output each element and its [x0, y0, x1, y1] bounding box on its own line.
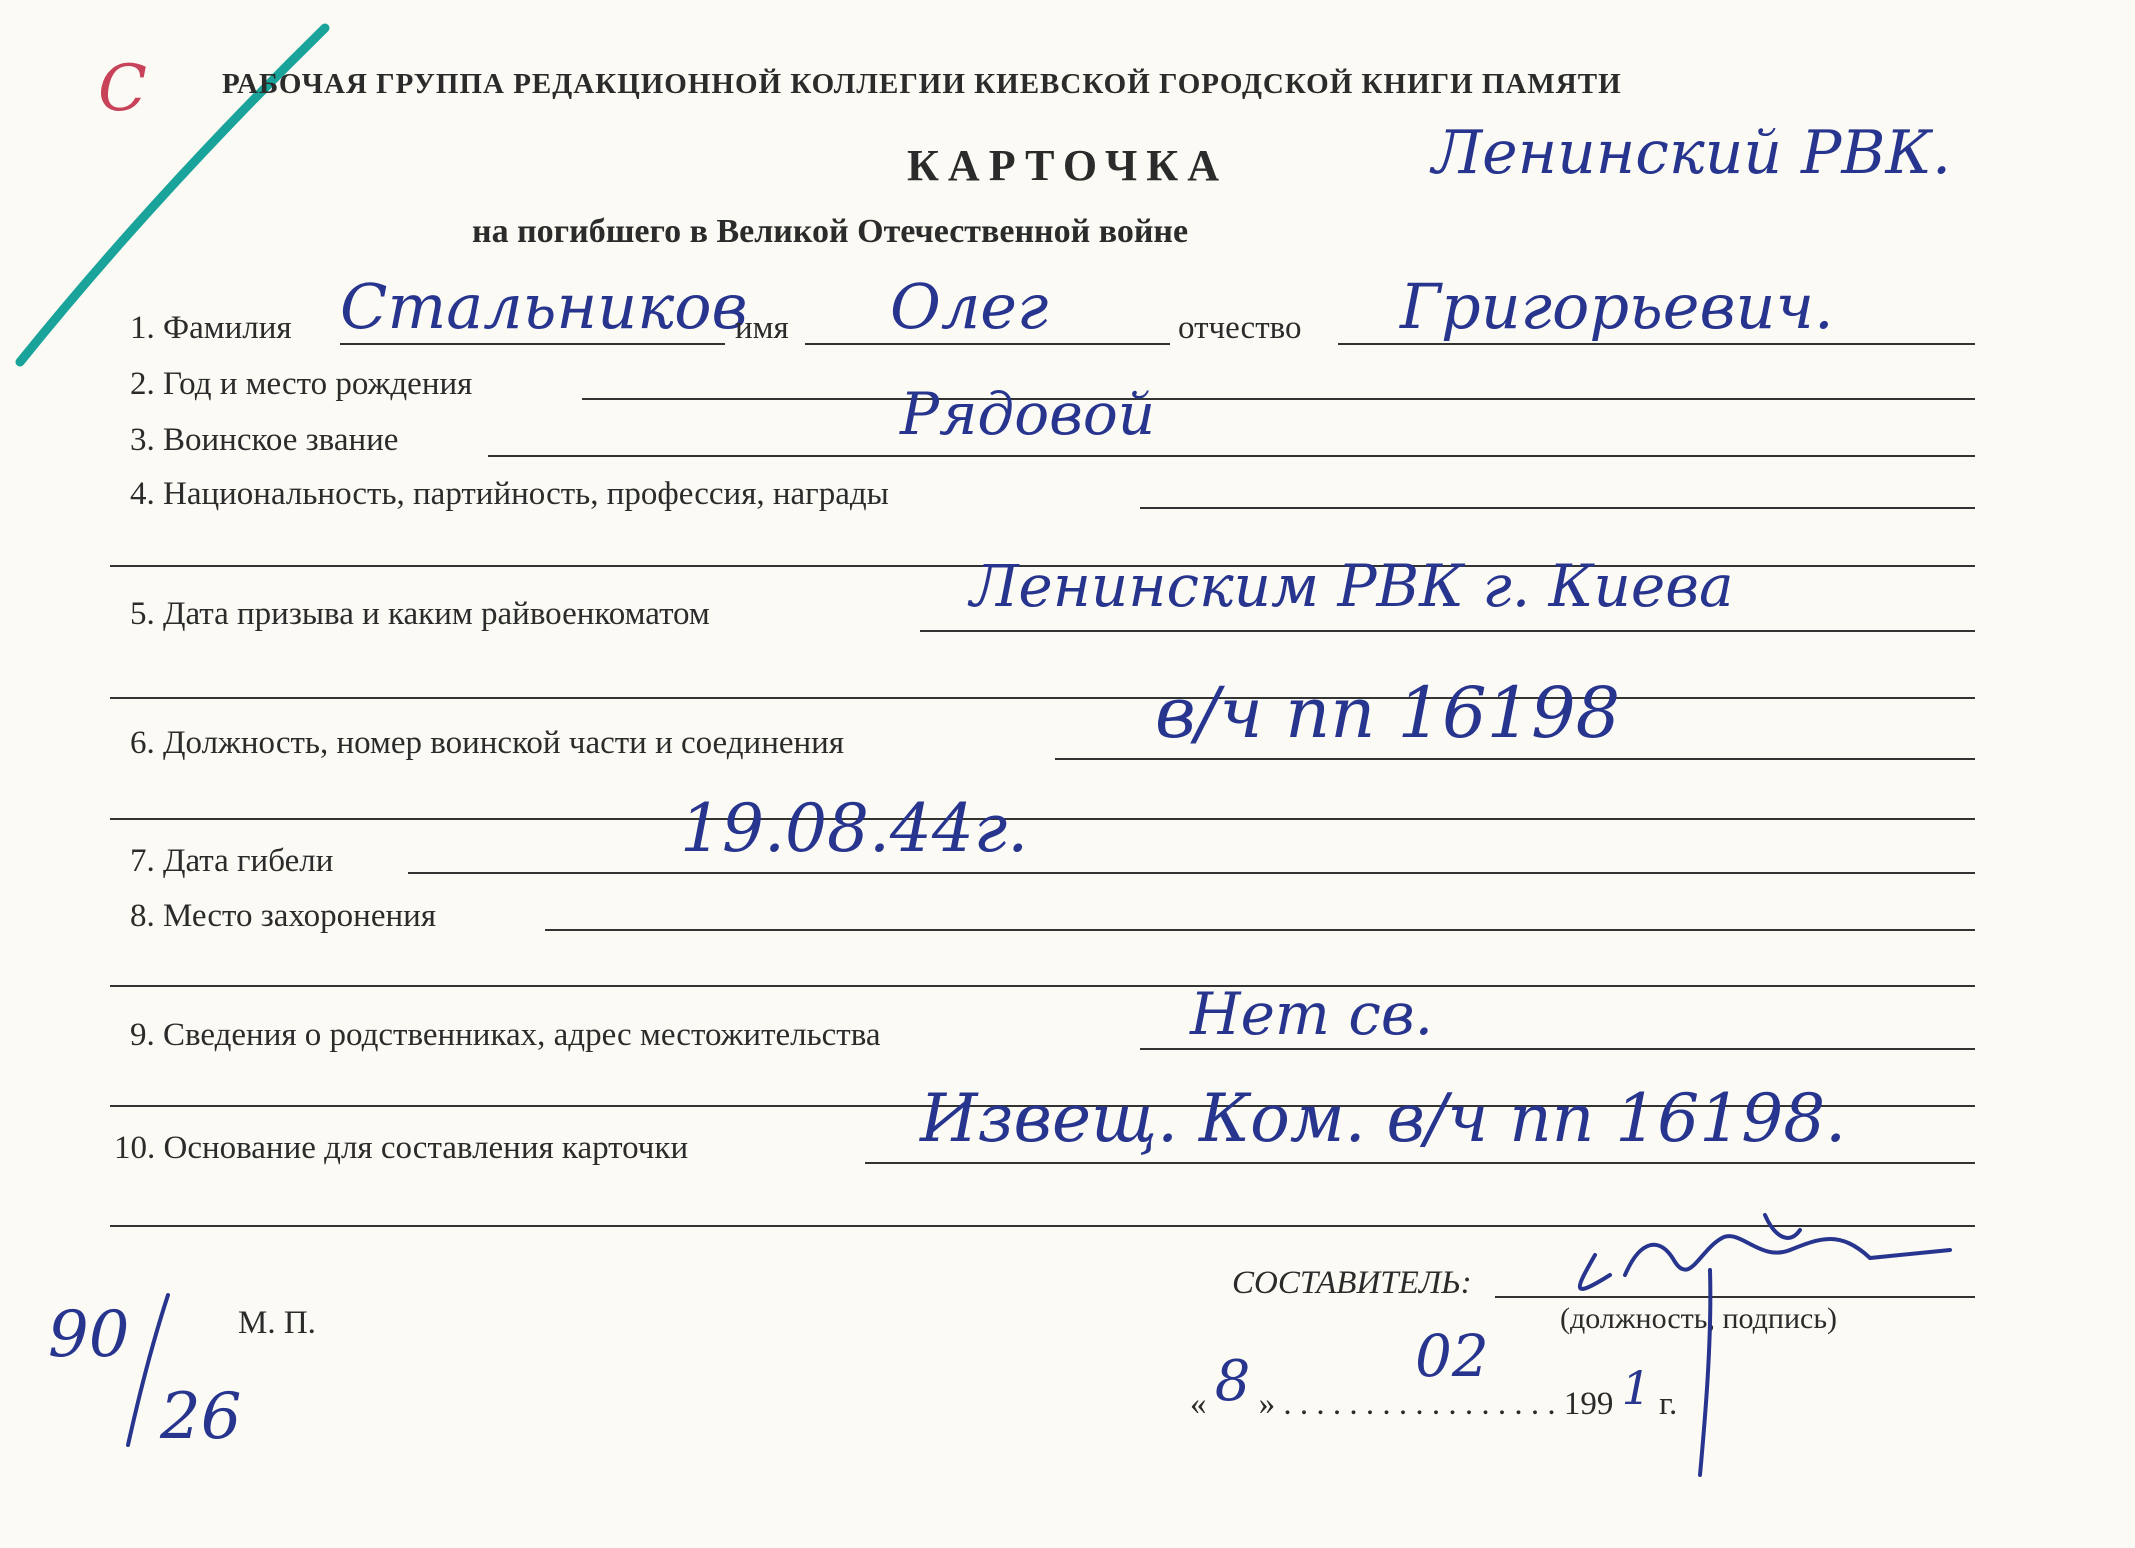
- date-suffix: г.: [1659, 1386, 1678, 1422]
- field-1-name-label: имя: [735, 310, 789, 346]
- top-note-handwritten: Ленинский РВК.: [1432, 118, 1952, 188]
- date-month: 02: [1415, 1322, 1489, 1390]
- card-subtitle: на погибшего в Великой Отечественной войне: [472, 213, 1189, 250]
- date-dots: » . . . . . . . . . . . . . . . . .: [1258, 1386, 1556, 1422]
- field-3-value: Рядовой: [900, 380, 1156, 448]
- field-10-value: Извещ. Ком. в/ч пп 16198.: [920, 1080, 1847, 1157]
- field-3-label: 3. Воинское звание: [130, 422, 399, 458]
- field-1-name: Олег: [890, 270, 1049, 343]
- field-1-surname: Стальников: [340, 270, 748, 343]
- archive-number-top: 90: [48, 1298, 130, 1372]
- field-6-value: в/ч пп 16198: [1155, 672, 1621, 754]
- date-year-digit: 1: [1621, 1361, 1651, 1415]
- field-6-label: 6. Должность, номер воинской части и соединения: [130, 725, 844, 761]
- compiler-sublabel: (должность, подпись): [1560, 1302, 1838, 1335]
- field-7-label: 7. Дата гибели: [130, 843, 334, 879]
- card-title: КАРТОЧКА: [907, 141, 1228, 190]
- stamp-place-label: М. П.: [238, 1305, 316, 1341]
- field-4-label: 4. Национальность, партийность, профессия, награды: [130, 476, 889, 512]
- field-7-value: 19.08.44г.: [680, 790, 1029, 867]
- field-1-label: 1. Фамилия: [130, 310, 292, 346]
- date-day: 8: [1214, 1349, 1251, 1414]
- compiler-label: СОСТАВИТЕЛЬ:: [1232, 1265, 1472, 1301]
- date-year-prefix: 199: [1563, 1386, 1614, 1422]
- organization-header: РАБОЧАЯ ГРУППА РЕДАКЦИОННОЙ КОЛЛЕГИИ КИЕВСКОЙ ГОРОДСКОЙ КНИГИ ПАМЯТИ: [222, 68, 1622, 100]
- field-1-patronymic-label: отчество: [1178, 310, 1302, 346]
- field-5-value: Ленинским РВК г. Киева: [970, 552, 1734, 620]
- field-9-value: Нет св.: [1190, 980, 1434, 1048]
- corner-mark: С: [98, 52, 147, 126]
- field-1-patronymic: Григорьевич.: [1400, 270, 1834, 343]
- field-9-label: 9. Сведения о родственниках, адрес местожительства: [130, 1017, 881, 1053]
- field-2-label: 2. Год и место рождения: [130, 366, 473, 402]
- field-5-label: 5. Дата призыва и каким райвоенкоматом: [130, 596, 710, 632]
- field-8-label: 8. Место захоронения: [130, 898, 436, 934]
- archive-number-slash: [0, 0, 400, 1548]
- field-10-label: 10. Основание для составления карточки: [114, 1130, 689, 1166]
- archive-number-bottom: 26: [160, 1380, 242, 1454]
- date-open-quote: «: [1190, 1386, 1207, 1422]
